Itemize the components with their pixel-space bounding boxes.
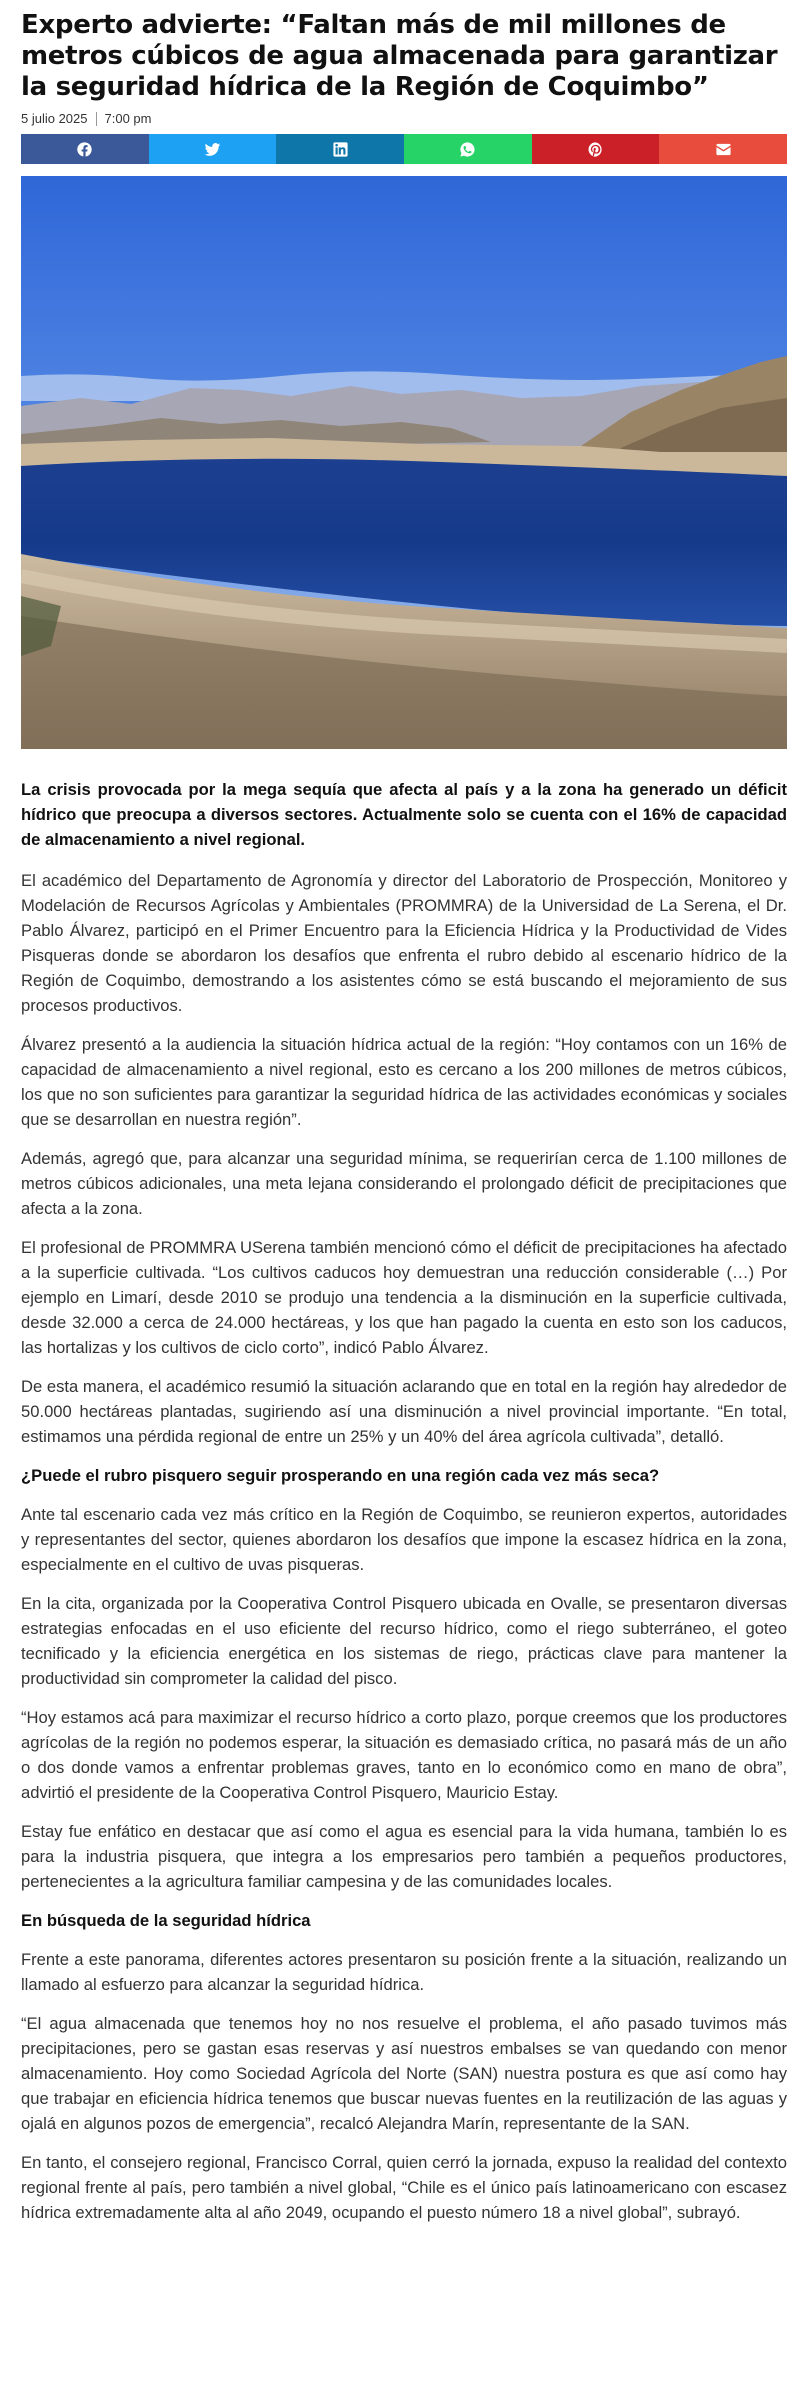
- share-pinterest-button[interactable]: [532, 134, 660, 164]
- share-facebook-button[interactable]: [21, 134, 149, 164]
- publish-date: 5 julio 2025: [21, 111, 88, 126]
- meta-divider: [96, 112, 97, 126]
- article-meta: [21, 111, 787, 126]
- reservoir-photo: [21, 176, 787, 749]
- paragraph: En la cita, organizada por la Cooperativa Control Pisquero ubicada en Ovalle, se presentaron diversas estrategias enfocadas en el uso eficiente del recurso hídrico, como el riego subterráneo, el goteo tecnificado y la eficiencia energética en los sistemas de riego, prácticas clave para mantener la productividad sin comprometer la calidad del pisco.: [21, 1594, 787, 1688]
- paragraph: Frente a este panorama, diferentes actores presentaron su posición frente a la situación, realizando un llamado al esfuerzo para alcanzar la seguridad hídrica.: [21, 1950, 787, 1994]
- twitter-icon: [204, 141, 221, 158]
- paragraph: Ante tal escenario cada vez más crítico en la Región de Coquimbo, se reunieron expertos, autoridades y representantes del sector, quienes abordaron los desafíos que impone la escasez hídrica en la zona, especialmente en el cultivo de uvas pisqueras.: [21, 1505, 787, 1574]
- share-bar: [21, 134, 787, 164]
- linkedin-icon: [332, 141, 349, 158]
- facebook-icon: [76, 141, 93, 158]
- section-heading: ¿Puede el rubro pisquero seguir prosperando en una región cada vez más seca?: [21, 1466, 660, 1485]
- share-linkedin-button[interactable]: [276, 134, 404, 164]
- paragraph: El académico del Departamento de Agronomía y director del Laboratorio de Prospección, Monitoreo y Modelación de Recursos Agrícolas y Ambientales (PROMMRA) de la Universidad de La Serena, el Dr. Pablo Álvarez, participó en el Primer Encuentro para la Eficiencia Hídrica y la Productividad de Vides Pisqueras donde se abordaron los desafíos que enfrenta el rubro debido al escenario hídrico de la Región de Coquimbo, demostrando a los asistentes cómo se está buscando el mejoramiento de sus procesos productivos.: [21, 871, 787, 1015]
- section-heading: En búsqueda de la seguridad hídrica: [21, 1911, 311, 1930]
- article: [21, 0, 787, 2225]
- publish-time: 7:00 pm: [104, 111, 152, 126]
- pinterest-icon: [587, 141, 604, 158]
- paragraph: En tanto, el consejero regional, Francisco Corral, quien cerró la jornada, expuso la realidad del contexto regional frente al país, pero también a nivel global, “Chile es el único país latinoamericano con escasez hídrica extremadamente alta al año 2049, ocupando el puesto número 18 a nivel global”, subrayó.: [21, 2153, 787, 2222]
- article-title: Experto advierte: “Faltan más de mil millones de metros cúbicos de agua almacenada para garantizar la seguridad hídrica de la Región de Coquimbo”: [21, 10, 778, 102]
- article-lead: La crisis provocada por la mega sequía que afecta al país y a la zona ha generado un déficit hídrico que preocupa a diversos sectores. Actualmente solo se cuenta con el 16% de capacidad de almacenamiento a nivel regional.: [21, 780, 787, 849]
- paragraph: De esta manera, el académico resumió la situación aclarando que en total en la región hay alrededor de 50.000 hectáreas plantadas, sugiriendo así una disminución a nivel provincial importante. “En total, estimamos una pérdida regional de entre un 25% y un 40% del área agrícola cultivada”, detalló.: [21, 1377, 787, 1446]
- paragraph: “El agua almacenada que tenemos hoy no nos resuelve el problema, el año pasado tuvimos más precipitaciones, pero se gastan esas reservas y así nuestros embalses se van quedando con menor almacenamiento. Hoy como Sociedad Agrícola del Norte (SAN) nuestra postura es que así como hay que trabajar en eficiencia hídrica tenemos que buscar nuevas fuentes en la reutilización de las aguas y ojalá en algunos pozos de emergencia”, recalcó Alejandra Marín, representante de la SAN.: [21, 2014, 787, 2133]
- share-whatsapp-button[interactable]: [404, 134, 532, 164]
- paragraph: “Hoy estamos acá para maximizar el recurso hídrico a corto plazo, porque creemos que los productores agrícolas de la región no podemos esperar, la situación es demasiado crítica, no pasará más de un año o dos donde vamos a enfrentar problemas graves, tanto en lo económico como en mano de obra”, advirtió el presidente de la Cooperativa Control Pisquero, Mauricio Estay.: [21, 1708, 787, 1802]
- share-twitter-button[interactable]: [149, 134, 277, 164]
- whatsapp-icon: [459, 141, 476, 158]
- email-icon: [715, 141, 732, 158]
- share-email-button[interactable]: [659, 134, 787, 164]
- paragraph: Estay fue enfático en destacar que así como el agua es esencial para la vida humana, también lo es para la industria pisquera, que integra a los empresarios pero también a pequeños productores, pertenecientes a la agricultura familiar campesina y de las comunidades locales.: [21, 1822, 787, 1891]
- paragraph: Además, agregó que, para alcanzar una seguridad mínima, se requerirían cerca de 1.100 millones de metros cúbicos adicionales, una meta lejana considerando el prolongado déficit de precipitaciones que afecta a la zona.: [21, 1149, 787, 1218]
- paragraph: El profesional de PROMMRA USerena también mencionó cómo el déficit de precipitaciones ha afectado a la superficie cultivada. “Los cultivos caducos hoy demuestran una reducción considerable (…) Por ejemplo en Limarí, desde 2010 se produjo una tendencia a la disminución en la superficie cultivada, desde 32.000 a cerca de 24.000 hectáreas, y los que han pagado la cuenta en esto son los caducos, las hortalizas y los cultivos de ciclo corto”, indicó Pablo Álvarez.: [21, 1238, 787, 1357]
- paragraph: Álvarez presentó a la audiencia la situación hídrica actual de la región: “Hoy contamos con un 16% de capacidad de almacenamiento a nivel regional, esto es cercano a los 200 millones de metros cúbicos, los que no son suficientes para garantizar la seguridad hídrica de las actividades económicas y sociales que se desarrollan en nuestra región”.: [21, 1035, 787, 1129]
